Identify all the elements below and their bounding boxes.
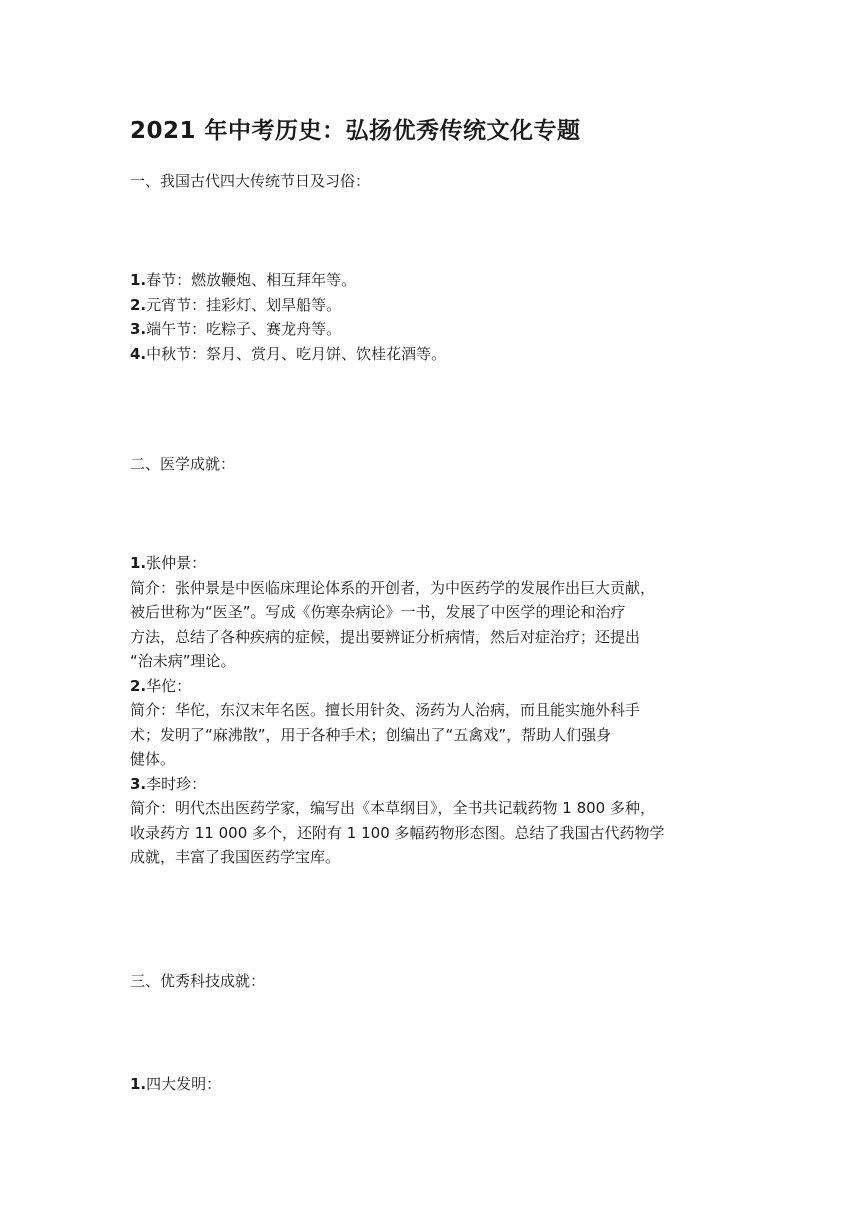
person-name bbox=[130, 551, 730, 576]
person-name bbox=[130, 674, 730, 699]
medicine-list bbox=[130, 551, 730, 870]
item-number: 1. bbox=[130, 1075, 147, 1093]
festival-item bbox=[130, 317, 730, 342]
item-number: 2. bbox=[130, 295, 147, 314]
item-text: 四大发明： bbox=[146, 1075, 222, 1093]
section-heading-festivals: 一、我国古代四大传统节日及习俗： bbox=[130, 172, 371, 190]
person-name-text: 张仲景： bbox=[146, 554, 207, 572]
festival-item bbox=[130, 293, 730, 318]
festival-item bbox=[130, 342, 730, 367]
person-description-line: 方法，总结了各种疾病的症候，提出要辨证分析病情，然后对症治疗；还提出 bbox=[130, 627, 641, 646]
person-description-line: 成就，丰富了我国医药学宝库。 bbox=[130, 848, 341, 866]
item-number: 4. bbox=[130, 344, 147, 363]
item-text: 中秋节：祭月、赏月、吃月饼、饮桂花酒等。 bbox=[146, 344, 447, 363]
item-number: 3. bbox=[130, 320, 147, 338]
item-text: 春节：燃放鞭炮、相互拜年等。 bbox=[146, 271, 357, 289]
person-name-text: 华佗： bbox=[146, 676, 192, 695]
person-description-line: 简介：张仲景是中医临床理论体系的开创者，为中医药学的发展作出巨大贡献， bbox=[130, 578, 656, 597]
person-description-line: 收录药方 11 000 多个，还附有 1 100 多幅药物形态图。总结了我国古代药物学 bbox=[130, 823, 665, 842]
person-name bbox=[130, 772, 730, 797]
person-description-line: 简介：华佗，东汉末年名医。擅长用针灸、汤药为人治病，而且能实施外科手 bbox=[130, 701, 641, 719]
item-number: 1. bbox=[130, 554, 147, 572]
person-description-line: 简介：明代杰出医药学家，编写出《本草纲目》，全书共记载药物 1 800 多种， bbox=[130, 799, 655, 817]
person-description-line: “治未病”理论。 bbox=[130, 652, 236, 670]
item-text: 端午节：吃粽子、赛龙舟等。 bbox=[146, 320, 342, 338]
festival-item bbox=[130, 268, 730, 293]
technology-list bbox=[130, 1072, 730, 1097]
festival-list bbox=[130, 268, 730, 366]
item-text: 元宵节：挂彩灯、划旱船等。 bbox=[146, 295, 342, 314]
person-description-line: 健体。 bbox=[130, 750, 176, 768]
person-description-line: 被后世称为“医圣”。写成《伤寒杂病论》一书，发展了中医学的理论和治疗 bbox=[130, 603, 626, 621]
technology-item bbox=[130, 1072, 730, 1097]
page-title: 2021 年中考历史：弘扬优秀传统文化专题 bbox=[130, 118, 581, 144]
item-number: 1. bbox=[130, 271, 147, 289]
person-name-text: 李时珍： bbox=[146, 774, 207, 793]
item-number: 2. bbox=[130, 676, 147, 695]
item-number: 3. bbox=[130, 774, 147, 793]
section-heading-medicine: 二、医学成就： bbox=[130, 455, 236, 473]
section-heading-technology: 三、优秀科技成就： bbox=[130, 972, 266, 990]
person-description-line: 术；发明了“麻沸散”，用于各种手术；创编出了“五禽戏”，帮助人们强身 bbox=[130, 725, 612, 744]
